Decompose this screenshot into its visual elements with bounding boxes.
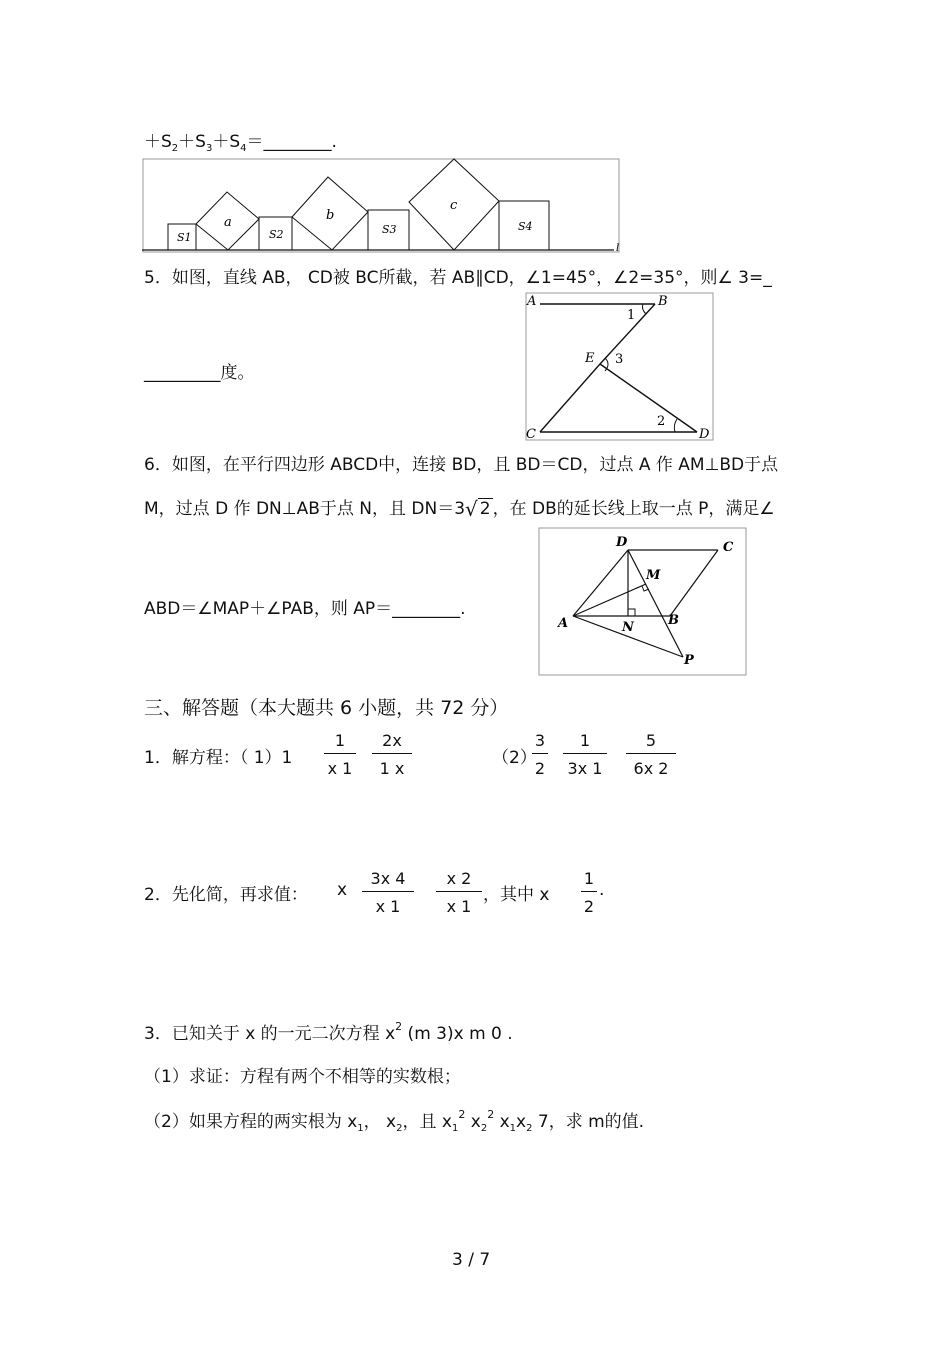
q6-label-b: B bbox=[668, 613, 679, 628]
label-l: l bbox=[616, 243, 620, 254]
p3-line: 3．已知关于 x 的一元二次方程 $x^2$ (m 3)x m 0 . bbox=[144, 1020, 513, 1044]
q6-line1: 6．如图，在平行四边形 ABCD中，连接 BD，且 BD＝CD，过点 A 作 AM⊥BD于点 bbox=[144, 455, 779, 475]
q6-label-c: C bbox=[723, 540, 734, 555]
label-s2: S2 bbox=[269, 228, 284, 241]
label-a: a bbox=[224, 215, 232, 230]
top-continuation-line: $+S_2+S_3+S_4=\_\_\_\_\_\_\_\_$. bbox=[144, 132, 337, 154]
p2-frac-2: $\frac{x 2}{x 1}$ bbox=[436, 869, 482, 916]
p2-frac-3: $\frac{1}{2}$ bbox=[581, 869, 597, 916]
q6-label-p: P bbox=[684, 653, 694, 668]
q5-line1: 5．如图，直线 AB， CD被 BC所截，若 AB∥CD，∠1=45°，∠2=35°，则∠ 3=_ bbox=[144, 268, 772, 288]
q5-label-d: D bbox=[699, 427, 710, 442]
label-s3: S3 bbox=[382, 223, 397, 236]
q6-figure bbox=[538, 527, 748, 677]
p1-frac-3: $\frac{3}{2}$ bbox=[532, 731, 548, 778]
q6-label-a: A bbox=[558, 616, 569, 631]
q6-radical: 3√ 2 bbox=[454, 497, 491, 521]
q5-label-a: A bbox=[527, 294, 537, 309]
p2-x: x bbox=[337, 880, 348, 900]
section-heading: 三、解答题（本大题共 6 小题，共 72 分） bbox=[144, 697, 509, 719]
p2-mid: ，其中 x bbox=[483, 885, 550, 905]
p1-frac-4: $\frac{1}{3x 1}$ bbox=[563, 731, 607, 778]
p2-frac-1: $\frac{3x 4}{x 1}$ bbox=[362, 869, 414, 916]
p2-end: . bbox=[599, 880, 605, 900]
q5-angle-1: 1 bbox=[627, 308, 636, 323]
label-s4: S4 bbox=[518, 220, 533, 233]
q6-label-n: N bbox=[622, 620, 634, 635]
q6-label-d: D bbox=[616, 535, 628, 550]
label-c: c bbox=[450, 198, 458, 213]
q5-label-b: B bbox=[658, 294, 668, 309]
q6-label-m: M bbox=[646, 568, 661, 583]
p1-lead: 1．解方程：（ 1）1 bbox=[144, 748, 293, 768]
q5-line2: _________度。 bbox=[144, 363, 255, 383]
p2-lead: 2．先化简，再求值： bbox=[144, 885, 308, 905]
q6-line3: ABD＝∠MAP＋∠PAB，则 AP＝________. bbox=[144, 599, 466, 619]
p1-frac-5: $\frac{5}{6x 2}$ bbox=[626, 731, 676, 778]
p1-frac-1: $\frac{1}{x 1}$ bbox=[324, 731, 356, 778]
p1-part2: （2） bbox=[492, 748, 537, 768]
p3-sub1: （1）求证：方程有两个不相等的实数根； bbox=[144, 1067, 461, 1087]
squares-figure bbox=[142, 158, 622, 254]
q5-angle-3: 3 bbox=[615, 352, 624, 367]
page-number: 3 / 7 bbox=[452, 1250, 491, 1270]
label-b: b bbox=[326, 208, 335, 223]
q5-figure bbox=[525, 292, 715, 442]
label-s1: S1 bbox=[177, 231, 192, 244]
q6-line2: M，过点 D 作 DN⊥AB于点 N，且 DN＝3√ 2 ，在 DB的延长线上取一点 P，满足∠ bbox=[144, 497, 775, 521]
p1-frac-2: $\frac{2x}{1 x}$ bbox=[372, 731, 412, 778]
q5-label-c: C bbox=[526, 427, 536, 442]
q5-angle-2: 2 bbox=[657, 414, 666, 429]
p3-sub2: （2）如果方程的两实根为 $x_1$， $x_2$，且 $x_1^2$ $x_2^2$ $x_1x_2$ 7，求 m的值. bbox=[144, 1108, 645, 1134]
q5-label-e: E bbox=[585, 351, 595, 366]
